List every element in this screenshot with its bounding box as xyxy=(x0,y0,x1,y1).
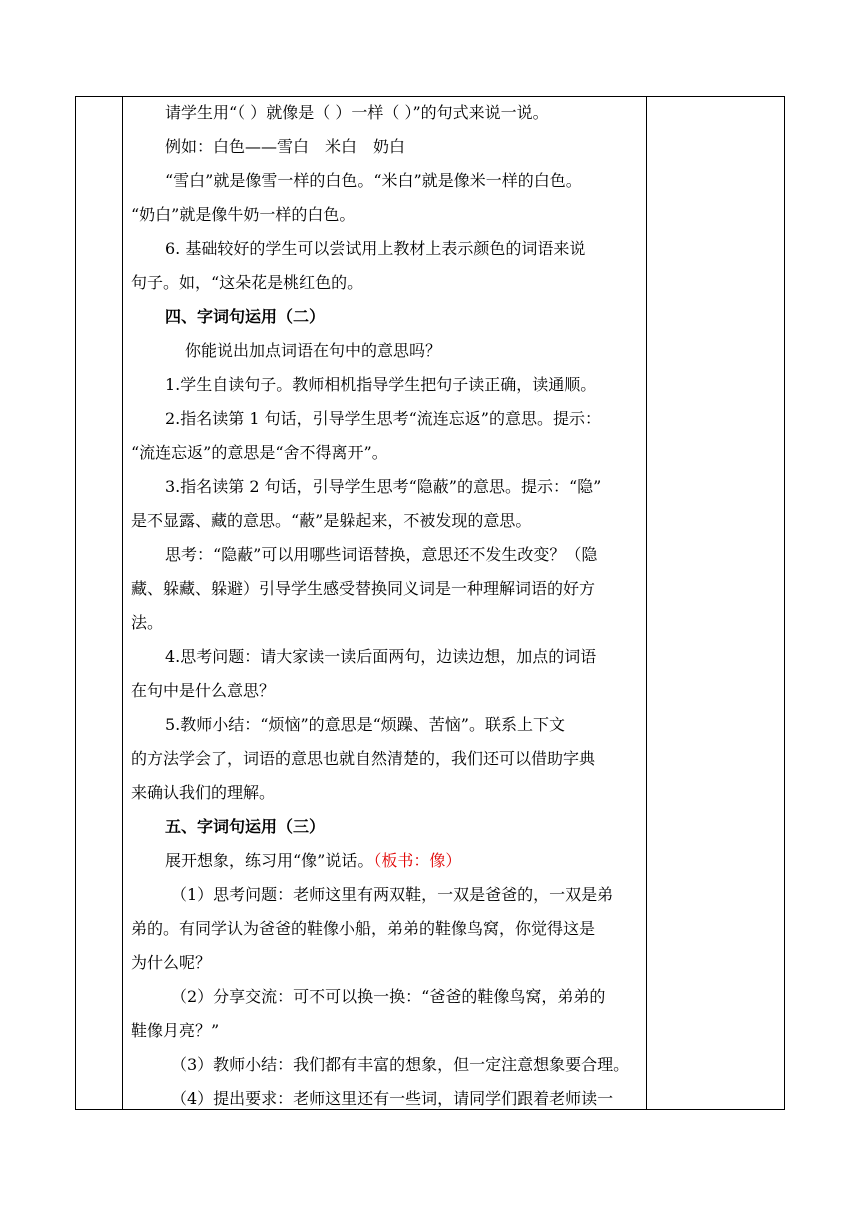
table-column-divider-left xyxy=(122,96,123,1110)
board-note: （板书：像） xyxy=(373,851,462,870)
paragraph-line: 请学生用“（ ）就像是（ ）一样（ ）”的句式来说一说。 xyxy=(165,103,549,122)
paragraph-line: 弟的。有同学认为爸爸的鞋像小船，弟弟的鞋像鸟窝，你觉得这是 xyxy=(131,919,596,938)
table-column-divider-right xyxy=(646,96,647,1110)
paragraph-line: 藏、躲藏、躲避）引导学生感受替换同义词是一种理解词语的好方 xyxy=(131,579,596,598)
paragraph-line xyxy=(165,849,461,873)
paragraph-line: 5.教师小结：“烦恼”的意思是“烦躁、苦恼”。联系上下文 xyxy=(165,715,565,734)
paragraph-line: 6. 基础较好的学生可以尝试用上教材上表示颜色的词语来说 xyxy=(165,239,586,258)
paragraph-line: （4）提出要求：老师这里还有一些词，请同学们跟着老师读一 xyxy=(171,1089,614,1108)
paragraph-line: （2）分享交流：可不可以换一换：“爸爸的鞋像鸟窝，弟弟的 xyxy=(171,987,606,1006)
paragraph-line: 在句中是什么意思？ xyxy=(131,681,276,700)
paragraph-line: 例如：白色——雪白 米白 奶白 xyxy=(165,137,406,156)
paragraph-line: 法。 xyxy=(131,613,164,632)
paragraph-line: 是不显露、藏的意思。“蔽”是躲起来，不被发现的意思。 xyxy=(131,511,532,530)
section-heading: 四、字词句运用（二） xyxy=(165,307,326,326)
paragraph-line: 思考：“隐蔽”可以用哪些词语替换，意思还不发生改变？（隐 xyxy=(165,545,598,564)
paragraph-line: “雪白”就是像雪一样的白色。“米白”就是像米一样的白色。 xyxy=(165,171,582,190)
paragraph-line: 1.学生自读句子。教师相机指导学生把句子读正确，读通顺。 xyxy=(165,375,597,394)
paragraph-line: “奶白”就是像牛奶一样的白色。 xyxy=(131,205,356,224)
paragraph-line: 2.指名读第 1 句话，引导学生思考“流连忘返”的意思。提示： xyxy=(165,409,601,428)
paragraph-line: “流连忘返”的意思是“舍不得离开”。 xyxy=(131,443,388,462)
paragraph-line: 你能说出加点词语在句中的意思吗？ xyxy=(185,341,442,360)
instruction-text: 展开想象，练习用“像”说话。 xyxy=(165,851,374,870)
section-heading: 五、字词句运用（三） xyxy=(165,817,326,836)
paragraph-line: 来确认我们的理解。 xyxy=(131,783,276,802)
paragraph-line: 为什么呢？ xyxy=(131,953,212,972)
paragraph-line: （1）思考问题：老师这里有两双鞋，一双是爸爸的，一双是弟 xyxy=(171,885,614,904)
paragraph-line: 3.指名读第 2 句话，引导学生思考“隐蔽”的意思。提示：“隐” xyxy=(165,477,602,496)
paragraph-line: 的方法学会了，词语的意思也就自然清楚的，我们还可以借助字典 xyxy=(131,749,596,768)
paragraph-line: 4.思考问题：请大家读一读后面两句，边读边想，加点的词语 xyxy=(165,647,597,666)
paragraph-line: （3）教师小结：我们都有丰富的想象，但一定注意想象要合理。 xyxy=(171,1055,630,1074)
paragraph-line: 鞋像月亮？” xyxy=(131,1021,220,1040)
paragraph-line: 句子。如，“这朵花是桃红色的。 xyxy=(131,273,364,292)
